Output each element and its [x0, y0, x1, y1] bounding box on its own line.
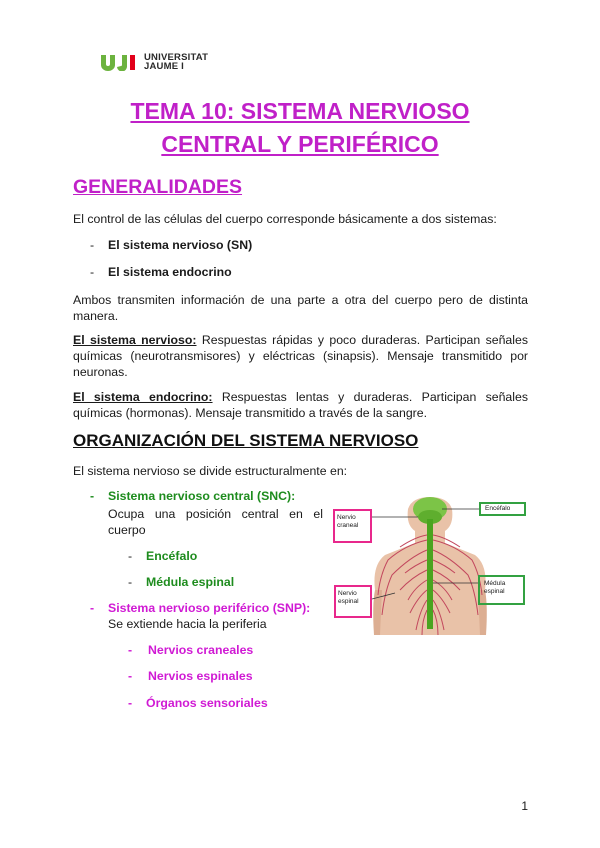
university-logo	[100, 51, 208, 73]
snc-label: Sistema nervioso central (SNC):	[108, 489, 296, 503]
snc-item-encefalo: Encéfalo	[146, 549, 198, 563]
title-line-1: TEMA 10: SISTEMA NERVIOSO	[130, 98, 470, 124]
title-line-2: CENTRAL Y PERIFÉRICO	[161, 131, 439, 157]
se-label: El sistema endocrino:	[73, 390, 213, 404]
sn-paragraph	[73, 332, 528, 380]
snp-label: Sistema nervioso periférico (SNP):	[108, 601, 311, 615]
se-paragraph	[73, 389, 528, 421]
se-text: Respuestas lentas y duraderas. Participan señales químicas (hormonas). Mensaje transmitido a través de la sangre.	[73, 390, 528, 420]
label-nervio-craneal: Nervio craneal	[333, 509, 372, 543]
ambos-paragraph: Ambos transmiten información de una parte a otra del cuerpo pero de distinta manera.	[73, 293, 528, 323]
snp-item-craneales: Nervios craneales	[148, 643, 254, 657]
label-medula-espinal: Médula espinal	[478, 575, 525, 605]
organizacion-intro: El sistema nervioso se divide estructuralmente en:	[73, 464, 348, 478]
snp-item-espinales: Nervios espinales	[148, 669, 253, 683]
snc-description: Ocupa una posición central en el cuerpo	[108, 507, 323, 537]
logo-line-2: JAUME I	[144, 61, 184, 72]
generalidades-intro: El control de las células del cuerpo corresponde básicamente a dos sistemas:	[73, 212, 497, 226]
sn-text: Respuestas rápidas y poco duraderas. Participan señales químicas (neurotransmisores) y eléctricas (sinapsis). Mensaje transmitido por neuronas.	[73, 333, 528, 379]
bullet-se: El sistema endocrino	[108, 265, 232, 279]
sn-label: El sistema nervioso:	[73, 333, 197, 347]
label-encefalo: Encéfalo	[479, 502, 526, 516]
label-nervio-espinal: Nervio espinal	[334, 585, 372, 618]
snp-item-organos: Órganos sensoriales	[146, 696, 268, 710]
section-heading-organizacion: ORGANIZACIÓN DEL SISTEMA NERVIOSO	[73, 431, 419, 450]
snc-item-medula: Médula espinal	[146, 575, 235, 589]
page-title	[60, 95, 540, 161]
bullet-sn: El sistema nervioso (SN)	[108, 238, 253, 252]
logo-line-1: UNIVERSITAT	[144, 52, 209, 63]
uji-logo-icon	[100, 53, 140, 71]
snp-description: Se extiende hacia la periferia	[108, 617, 267, 631]
page-number: 1	[521, 799, 528, 813]
section-heading-generalidades: GENERALIDADES	[73, 176, 243, 198]
